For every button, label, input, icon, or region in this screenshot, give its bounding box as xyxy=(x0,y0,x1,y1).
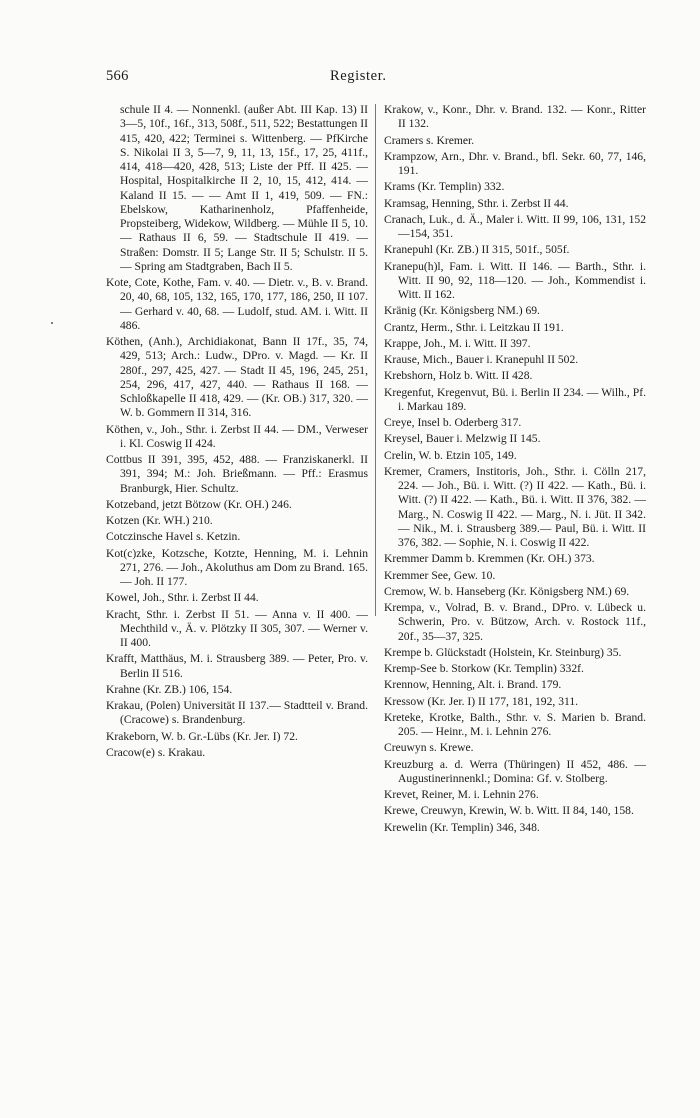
index-entry: schule II 4. — Nonnenkl. (außer Abt. III Kap. 13) II 3—5, 10f., 16f., 313, 508f., 511, 522; Bestattungen II 415, 420, 422; Terminei s. Wittenberg. — PfKirche S. Nikolai II 3, 5—7, 9, 11, 13, 15f., 17, 25, 411f., 414, 418—420, 428, 513; Liste der Pff. II 425. — Hospital, Hospitalkirche II 2, 10, 15, 412, 414. — Kaland II 15. — — Amt II 1, 419, 509. — FN.: Ebelskow, Katharinenholz, Pfaffenheide, Propsteiberg, Widekow, Wildberg. — Mühle II 5, 10. — Rathaus II 6, 59. — Stadtschule II 419. — Straßen: Domstr. II 5; Lange Str. II 5; Schulstr. II 5. — Spring am Stadtgraben, Bach II 5. xyxy=(120,103,368,273)
index-entry: Kote, Cote, Kothe, Fam. v. 40. — Dietr. v., B. v. Brand. 20, 40, 68, 105, 132, 165, 170, 177, 186, 250, II 107. — Gerhard v. 40, 68. — Ludolf, stud. AM. i. Witt. II 486. xyxy=(106,276,368,332)
index-entry: Kranepuhl (Kr. ZB.) II 315, 501f., 505f. xyxy=(384,243,570,257)
index-entry: Kremmer See, Gew. 10. xyxy=(384,568,496,582)
index-entry: Cremow, W. b. Hanseberg (Kr. Königsberg NM.) 69. xyxy=(384,584,630,598)
page-title: Register. xyxy=(330,68,387,84)
index-entry: Krafft, Matthäus, M. i. Strausberg 389. — Peter, Pro. v. Berlin II 516. xyxy=(106,652,368,680)
index-entry: Crelin, W. b. Etzin 105, 149. xyxy=(384,448,517,462)
index-entry: Kranepu(h)l, Fam. i. Witt. II 146. — Barth., Sthr. i. Witt. II 90, 92, 118—120. — Joh., Kommendist i. Witt. II 162. xyxy=(384,259,646,301)
index-entry: Creuwyn s. Krewe. xyxy=(384,741,474,755)
index-entry: Cotczinsche Havel s. Ketzin. xyxy=(106,530,241,544)
page-number: 566 xyxy=(106,68,129,84)
index-entry: Kränig (Kr. Königsberg NM.) 69. xyxy=(384,304,540,318)
index-entry: Kressow (Kr. Jer. I) II 177, 181, 192, 311. xyxy=(384,694,579,708)
index-entry: Kotzeband, jetzt Bötzow (Kr. OH.) 246. xyxy=(106,497,292,511)
column-divider xyxy=(375,104,376,616)
index-entry: Krakow, v., Konr., Dhr. v. Brand. 132. — Konr., Ritter II 132. xyxy=(384,103,646,131)
index-entry: Cracow(e) s. Krakau. xyxy=(106,745,206,759)
index-entry: Krewe, Creuwyn, Krewin, W. b. Witt. II 84, 140, 158. xyxy=(384,804,634,818)
index-entry: Creye, Insel b. Oderberg 317. xyxy=(384,416,522,429)
scan-speck xyxy=(51,322,53,324)
index-column-left xyxy=(106,103,368,762)
index-entry: Kreteke, Krotke, Balth., Sthr. v. S. Marien b. Brand. 205. — Heinr., M. i. Lehnin 276. xyxy=(384,710,646,738)
index-column-right xyxy=(384,103,646,837)
index-entry: Krennow, Henning, Alt. i. Brand. 179. xyxy=(384,678,562,692)
index-entry: Krebshorn, Holz b. Witt. II 428. xyxy=(384,369,533,383)
index-entry: Kot(c)zke, Kotzsche, Kotzte, Henning, M. i. Lehnin 271, 276. — Joh., Akoluthus am Dom zu Brand. 165. — Joh. II 177. xyxy=(106,546,368,588)
index-entry: Kregenfut, Kregenvut, Bü. i. Berlin II 234. — Wilh., Pf. i. Markau 189. xyxy=(384,385,646,413)
index-entry: Kracht, Sthr. i. Zerbst II 51. — Anna v. II 400. — Mechthild v., Ä. v. Plötzky II 305, 307. — Werner v. II 400. xyxy=(106,607,368,649)
index-entry: Kremmer Damm b. Kremmen (Kr. OH.) 373. xyxy=(384,552,595,566)
index-entry: Kreuzburg a. d. Werra (Thüringen) II 452, 486. — Augustinerinnenkl.; Domina: Gf. v. Stolberg. xyxy=(384,757,646,785)
index-entry: Kowel, Joh., Sthr. i. Zerbst II 44. xyxy=(106,591,259,605)
index-entry: Cottbus II 391, 395, 452, 488. — Franziskanerkl. II 391, 394; M.: Joh. Brießmann. — Pff.: Erasmus Branburgk, Hier. Schultz. xyxy=(106,453,368,495)
index-entry: Cramers s. Kremer. xyxy=(384,133,475,147)
index-entry: Krams (Kr. Templin) 332. xyxy=(384,180,505,194)
index-entry: Kremp-See b. Storkow (Kr. Templin) 332f. xyxy=(384,662,584,675)
index-entry: Cranach, Luk., d. Ä., Maler i. Witt. II 99, 106, 131, 152—154, 351. xyxy=(384,212,646,240)
index-entry: Krampzow, Arn., Dhr. v. Brand., bfl. Sekr. 60, 77, 146, 191. xyxy=(384,149,646,177)
index-entry: Krempa, v., Volrad, B. v. Brand., DPro. v. Lübeck u. Schwerin, Pro. v. Bützow, Arch. v. Rostock 11f., 20f., 35—37, 325. xyxy=(384,601,646,643)
index-entry: Crantz, Herm., Sthr. i. Leitzkau II 191. xyxy=(384,320,564,334)
index-entry: Krewelin (Kr. Templin) 346, 348. xyxy=(384,820,540,834)
index-entry: Kotzen (Kr. WH.) 210. xyxy=(106,514,213,527)
index-entry: Krempe b. Glückstadt (Holstein, Kr. Steinburg) 35. xyxy=(384,645,622,659)
index-entry: Kremer, Cramers, Institoris, Joh., Sthr. i. Cölln 217, 224. — Joh., Bü. i. Witt. (?) II 422. — Kath., Bü. i. Witt. (?) II 422. — Kath., Bü. i. Witt. II 376, 382. — Marg., N. Coswig II 422. — Marg., N. i. Jüt. II 342. — Nik., M. i. Strausberg 389.— Paul, Bü. i. Witt. II 376, 382. — Sophie, N. i. Coswig II 422. xyxy=(384,464,646,549)
index-entry: Kramsag, Henning, Sthr. i. Zerbst II 44. xyxy=(384,196,569,210)
index-entry: Krause, Mich., Bauer i. Kranepuhl II 502. xyxy=(384,353,579,366)
index-entry: Köthen, v., Joh., Sthr. i. Zerbst II 44. — DM., Verweser i. Kl. Coswig II 424. xyxy=(106,422,368,450)
index-entry: Köthen, (Anh.), Archidiakonat, Bann II 17f., 35, 74, 429, 513; Arch.: Ludw., DPro. v. Magd. — Kr. II 280f., 297, 425, 427. — Stadt II 45, 196, 245, 251, 254, 296, 417, 427, 440. — Rathaus II 168. — Schloßkapelle II 418, 429. — (Kr. OB.) 317, 320. — W. b. Gommern II 314, 316. xyxy=(106,335,368,420)
index-entry: Krahne (Kr. ZB.) 106, 154. xyxy=(106,682,233,696)
index-entry: Krakau, (Polen) Universität II 137.— Stadtteil v. Brand. (Cracowe) s. Brandenburg. xyxy=(106,699,368,727)
index-entry: Krappe, Joh., M. i. Witt. II 397. xyxy=(384,336,531,350)
index-entry: Kreysel, Bauer i. Melzwig II 145. xyxy=(384,432,541,446)
index-entry: Krakeborn, W. b. Gr.-Lübs (Kr. Jer. I) 72. xyxy=(106,729,298,743)
index-entry: Krevet, Reiner, M. i. Lehnin 276. xyxy=(384,788,539,801)
